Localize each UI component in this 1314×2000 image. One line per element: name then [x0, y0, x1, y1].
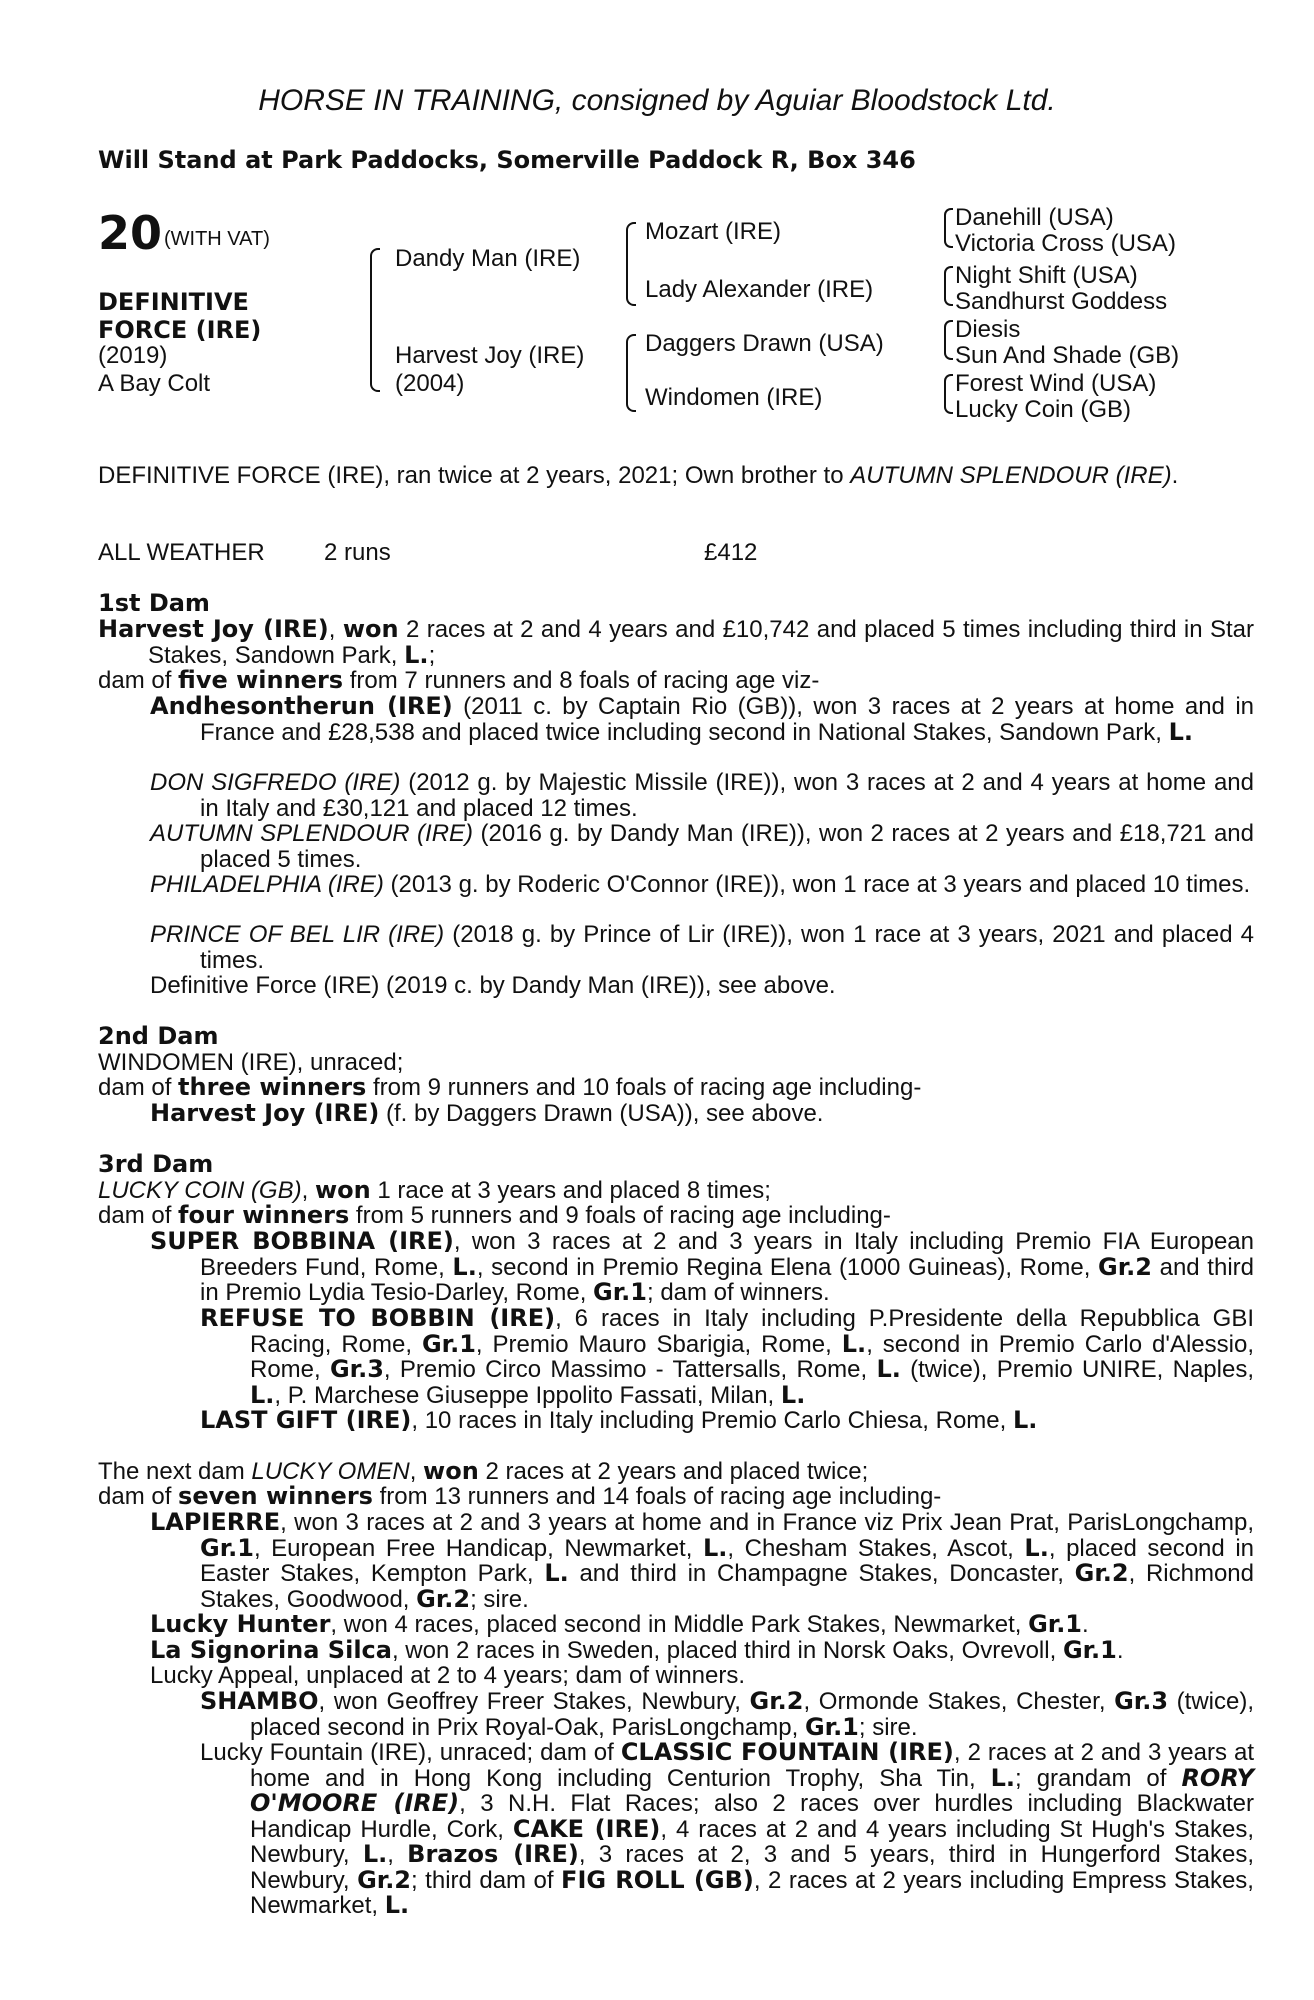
horse-name-line1: DEFINITIVE: [98, 288, 249, 316]
first-dam-offspring-5: PRINCE OF BEL LIR (IRE) (2018 g. by Prince of Lir (IRE)), won 1 race at 3 years, 2021 and placed 4 times.: [150, 921, 1254, 974]
pedigree-sire: Dandy Man (IRE): [395, 245, 581, 272]
pedigree-brace-g1: [944, 208, 953, 248]
lot-number: 20: [98, 206, 163, 260]
pedigree-g2: Victoria Cross (USA): [955, 230, 1176, 257]
second-dam-heading: 2nd Dam: [98, 1022, 219, 1050]
third-dam-grand-offspring-1: REFUSE TO BOBBIN (IRE), 6 races in Italy including P.Presidente della Repubblica GBI Racing, Rome, Gr.1, Premio Mauro Sbarigia, Rome, L., second in Premio Carlo d'Alessio, Rome, Gr.3, Premio Circo Massimo - Tattersalls, Rome, L. (twice), Premio UNIRE, Naples, L., P. Marchese Giuseppe Ippolito Fassati, Milan, L.: [200, 1304, 1254, 1409]
pedigree-g8: Lucky Coin (GB): [955, 396, 1132, 423]
third-dam-record: LUCKY COIN (GB), won 1 race at 3 years and placed 8 times;: [98, 1176, 771, 1204]
pedigree-brace-sire: [626, 222, 636, 306]
stand-location: Will Stand at Park Paddocks, Somerville Paddock R, Box 346: [98, 146, 916, 174]
pedigree-brace-g2: [944, 266, 953, 306]
third-dam-grand-offspring-2: LAST GIFT (IRE), 10 races in Italy including Premio Carlo Chiesa, Rome, L.: [200, 1406, 1038, 1434]
second-dam-produce: dam of three winners from 9 runners and 10 foals of racing age including-: [98, 1073, 922, 1101]
pedigree-brace-dam: [626, 334, 636, 412]
next-dam-offspring-2: Lucky Hunter, won 4 races, placed second in Middle Park Stakes, Newmarket, Gr.1.: [150, 1610, 1089, 1638]
third-dam-offspring-1: SUPER BOBBINA (IRE), won 3 races at 2 and 3 years in Italy including Premio FIA European Breeders Fund, Rome, L., second in Premio Regina Elena (1000 Guineas), Rome, Gr.2 and third in Premio Lydia Tesio-Darley, Rome, Gr.1; dam of winners.: [150, 1227, 1254, 1306]
pedigree-dam-dam: Windomen (IRE): [645, 384, 823, 411]
first-dam-heading: 1st Dam: [98, 589, 210, 617]
next-dam-offspring-3: La Signorina Silca, won 2 races in Sweden, placed third in Norsk Oaks, Ovrevoll, Gr.1.: [150, 1636, 1124, 1664]
race-summary: DEFINITIVE FORCE (IRE), ran twice at 2 years, 2021; Own brother to AUTUMN SPLENDOUR (IRE).: [98, 462, 1179, 489]
horse-name-line2: FORCE (IRE): [98, 316, 262, 344]
next-dam-offspring-1: LAPIERRE, won 3 races at 2 and 3 years at home and in France viz Prix Jean Prat, ParisLongchamp, Gr.1, European Free Handicap, Newmarket, L., Chesham Stakes, Ascot, L., placed second in Easter Stakes, Kempton Park, L. and third in Champagne Stakes, Doncaster, Gr.2, Richmond Stakes, Goodwood, Gr.2; sire.: [150, 1508, 1255, 1613]
record-runs: 2 runs: [324, 539, 391, 566]
pedigree-g4: Sandhurst Goddess: [955, 288, 1168, 315]
third-dam-heading: 3rd Dam: [98, 1150, 214, 1178]
first-dam-offspring-6: Definitive Force (IRE) (2019 c. by Dandy Man (IRE)), see above.: [150, 972, 836, 999]
pedigree-g6: Sun And Shade (GB): [955, 342, 1180, 369]
next-dam-produce: dam of seven winners from 13 runners and 14 foals of racing age including-: [98, 1482, 942, 1510]
record-earnings: £412: [704, 539, 758, 566]
first-dam-offspring-1: Andhesontherun (IRE) (2011 c. by Captain Rio (GB)), won 3 races at 2 years at home and in France and £28,538 and placed twice including second in National Stakes, Sandown Park, L.: [150, 692, 1254, 746]
pedigree-g1: Danehill (USA): [955, 204, 1114, 231]
pedigree-brace-main: [370, 248, 380, 392]
page-title: HORSE IN TRAINING, consigned by Aguiar Bloodstock Ltd.: [258, 84, 1056, 117]
horse-description: A Bay Colt: [98, 370, 211, 397]
horse-year: (2019): [98, 342, 168, 369]
lot-vat: (WITH VAT): [164, 228, 270, 250]
next-dam-offspring-4: Lucky Appeal, unplaced at 2 to 4 years; dam of winners.: [150, 1662, 746, 1689]
pedigree-g3: Night Shift (USA): [955, 262, 1138, 289]
first-dam-record: Harvest Joy (IRE), won 2 races at 2 and 4 years and £10,742 and placed 5 times including third in Star Stakes, Sandown Park, L.;: [98, 615, 1255, 669]
pedigree-sire-sire: Mozart (IRE): [645, 218, 782, 245]
second-dam-offspring-1: Harvest Joy (IRE) (f. by Daggers Drawn (USA)), see above.: [150, 1099, 824, 1127]
pedigree-sire-dam: Lady Alexander (IRE): [645, 276, 874, 303]
pedigree-dam-sire: Daggers Drawn (USA): [645, 330, 884, 357]
record-surface: ALL WEATHER: [98, 539, 265, 566]
next-dam-record: The next dam LUCKY OMEN, won 2 races at 2 years and placed twice;: [98, 1457, 869, 1485]
second-dam-record: WINDOMEN (IRE), unraced;: [98, 1049, 404, 1076]
first-dam-offspring-4: PHILADELPHIA (IRE) (2013 g. by Roderic O'Connor (IRE)), won 1 race at 3 years and placed 10 times.: [150, 871, 1251, 898]
pedigree-brace-g3: [944, 320, 953, 360]
first-dam-produce: dam of five winners from 7 runners and 8 foals of racing age viz-: [98, 666, 820, 694]
third-dam-produce: dam of four winners from 5 runners and 9 foals of racing age including-: [98, 1201, 891, 1229]
first-dam-offspring-3: AUTUMN SPLENDOUR (IRE) (2016 g. by Dandy Man (IRE)), won 2 races at 2 years and £18,721 and placed 5 times.: [150, 820, 1254, 873]
next-dam-grand-offspring-2: Lucky Fountain (IRE), unraced; dam of CLASSIC FOUNTAIN (IRE), 2 races at 2 and 3 years at home and in Hong Kong including Centurion Trophy, Sha Tin, L.; grandam of RORY O'MOORE (IRE), 3 N.H. Flat Races; also 2 races over hurdles including Blackwater Handicap Hurdle, Cork, CAKE (IRE), 4 races at 2 and 4 years including St Hugh's Stakes, Newbury, L., Brazos (IRE), 3 races at 2, 3 and 5 years, third in Hungerford Stakes, Newbury, Gr.2; third dam of FIG ROLL (GB), 2 races at 2 years including Empress Stakes, Newmarket, L.: [200, 1738, 1254, 1919]
pedigree-brace-g4: [944, 374, 953, 414]
pedigree-g7: Forest Wind (USA): [955, 370, 1157, 397]
pedigree-dam-year: (2004): [395, 370, 465, 397]
pedigree-dam: Harvest Joy (IRE): [395, 342, 585, 369]
first-dam-offspring-2: DON SIGFREDO (IRE) (2012 g. by Majestic Missile (IRE)), won 3 races at 2 and 4 years at home and in Italy and £30,121 and placed 12 times.: [150, 769, 1254, 822]
pedigree-g5: Diesis: [955, 316, 1021, 343]
next-dam-grand-offspring-1: SHAMBO, won Geoffrey Freer Stakes, Newbury, Gr.2, Ormonde Stakes, Chester, Gr.3 (twice), placed second in Prix Royal-Oak, ParisLongchamp, Gr.1; sire.: [200, 1687, 1255, 1741]
